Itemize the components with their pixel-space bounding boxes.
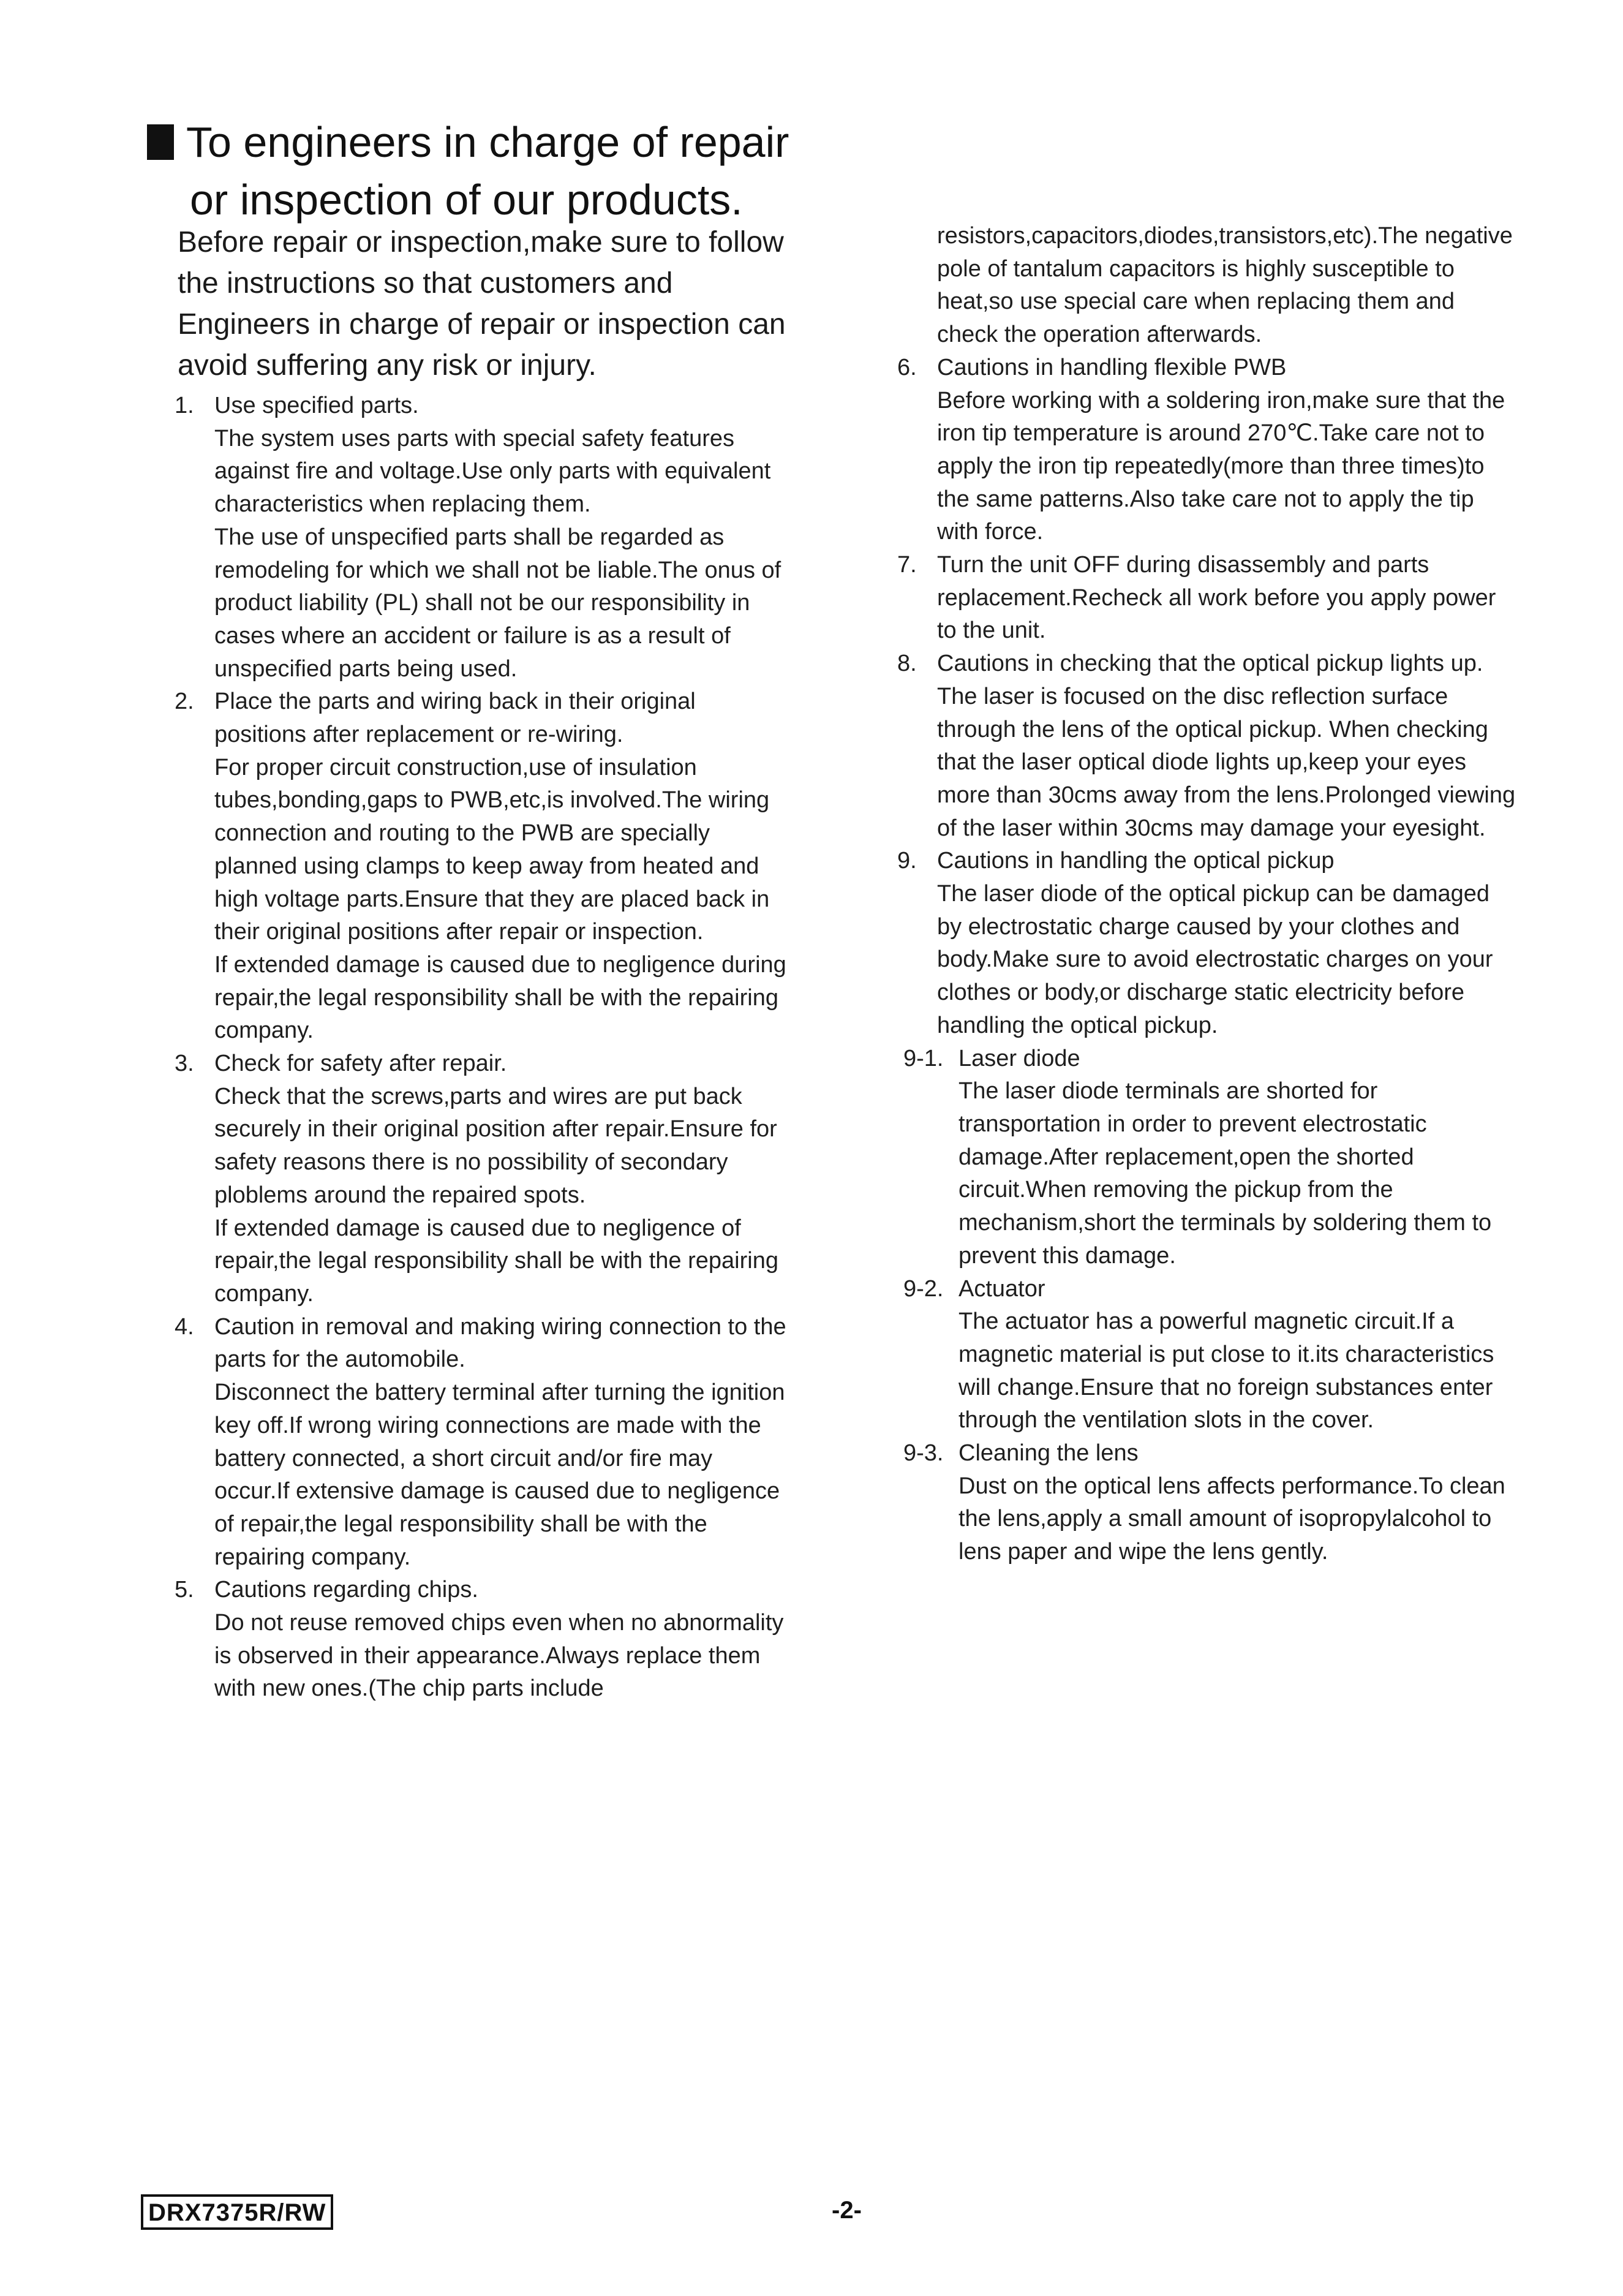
item-paragraph: resistors,capacitors,diodes,transistors,etc).The negative pole of tantalum capacitors is highly susceptible to heat,so use special care when replacing them and check the operation afterwards. <box>937 223 1513 348</box>
right-column <box>897 220 1516 1569</box>
item-number: 1. <box>175 393 194 418</box>
item-paragraph: Do not reuse removed chips even when no abnormality is observed in their appearance.Always replace them with new ones.(The chip parts include <box>214 1610 784 1702</box>
item-title: Check for safety after repair. <box>214 1051 507 1077</box>
item-title: Cautions in checking that the optical pickup lights up. <box>937 651 1483 677</box>
item-paragraph: The use of unspecified parts shall be regarded as remodeling for which we shall not be liable.The onus of product liability (PL) shall not be our responsibility in cases where an accident or failure is as a result of unspecified parts being used. <box>214 524 781 682</box>
list-item-2 <box>175 685 793 1048</box>
sub-item-number: 9-1. <box>903 1045 944 1071</box>
left-column <box>175 390 793 1705</box>
item-number: 2. <box>175 689 194 715</box>
sub-item-9-1 <box>897 1043 1516 1273</box>
list-item-3 <box>175 1048 793 1311</box>
item-title: Place the parts and wiring back in their original positions after replacement or re-wiring. <box>214 689 696 748</box>
item-title: Cautions in handling the optical pickup <box>937 848 1335 874</box>
list-item-9 <box>897 845 1516 1042</box>
sub-item-9-3 <box>897 1437 1516 1569</box>
item-paragraph: Before working with a soldering iron,make sure that the iron tip temperature is around 270℃.Take care not to apply the iron tip repeatedly(more than three times)to the same patterns.Also take care not to apply the tip with force. <box>937 387 1505 545</box>
item-paragraph: Disconnect the battery terminal after turning the ignition key off.If wrong wiring connections are made with the battery connected, a short circuit and/or fire may occur.If extensive damage is caused due to negligence of repair,the legal responsibility shall be with the repairing company. <box>214 1380 785 1570</box>
sub-item-title: Actuator <box>958 1275 1045 1302</box>
item-title: Cautions in handling flexible PWB <box>937 354 1287 380</box>
list-item-8 <box>897 648 1516 845</box>
item-number: 5. <box>175 1577 194 1603</box>
model-number-label: DRX7375R/RW <box>141 2194 333 2230</box>
item-number: 8. <box>897 651 917 677</box>
item-title: Use specified parts. <box>214 393 419 418</box>
sub-item-number: 9-3. <box>903 1440 944 1467</box>
list-item-6 <box>897 352 1516 549</box>
item-paragraph: The laser diode of the optical pickup can be damaged by electrostatic charge caused by your clothes and body.Make sure to avoid electrostatic charges on your clothes or body,or discharge static electricity before handling the optical pickup. <box>937 881 1493 1038</box>
list-item-1 <box>175 390 793 685</box>
item-paragraph: Check that the screws,parts and wires are put back securely in their original position after repair.Ensure for safety reasons there is no possibility of secondary ploblems around the repaired spots. <box>214 1083 777 1208</box>
sub-item-text: Dust on the optical lens affects performance.To clean the lens,apply a small amount of isopropylalcohol to lens paper and wipe the lens gently. <box>958 1473 1505 1565</box>
list-item-7 <box>897 549 1516 648</box>
list-item-4 <box>175 1311 793 1574</box>
item-number: 6. <box>897 354 917 380</box>
intro-paragraph: Before repair or inspection,make sure to follow the instructions so that customers and Engineers in charge of repair or inspection can avoid suffering any risk or injury. <box>178 226 786 382</box>
sub-item-text: The laser diode terminals are shorted for transportation in order to prevent electrostatic damage.After replacement,open the shorted circuit.When removing the pickup from the mechanism,short the terminals by soldering them to prevent this damage. <box>958 1078 1492 1269</box>
sub-item-number: 9-2. <box>903 1275 944 1302</box>
item-title: Cautions regarding chips. <box>214 1577 478 1603</box>
heading-line-1: To engineers in charge of repair <box>186 118 789 166</box>
item-paragraph: If extended damage is caused due to negligence during repair,the legal responsibility shall be with the repairing company. <box>214 951 786 1044</box>
item-paragraph: The laser is focused on the disc reflection surface through the lens of the optical pickup. When checking that the laser optical diode lights up,keep your eyes more than 30cms away from the lens.Prolonged viewing of the laser within 30cms may damage your eyesight. <box>937 683 1516 841</box>
item-number: 4. <box>175 1313 194 1340</box>
item-number: 9. <box>897 848 917 874</box>
sub-item-9-2 <box>897 1273 1516 1438</box>
list-item-5-continued <box>897 220 1516 352</box>
item-paragraph: The system uses parts with special safety features against fire and voltage.Use only parts with equivalent characteristics when replacing them. <box>214 425 771 518</box>
item-title: Caution in removal and making wiring connection to the parts for the automobile. <box>214 1313 786 1373</box>
item-number: 3. <box>175 1051 194 1077</box>
square-bullet-icon <box>147 124 174 160</box>
heading-line-2: or inspection of our products. <box>190 176 743 224</box>
item-title: Turn the unit OFF during disassembly and parts replacement.Recheck all work before you apply power to the unit. <box>937 552 1496 644</box>
item-number: 7. <box>897 552 917 578</box>
sub-item-title: Laser diode <box>958 1045 1080 1071</box>
sub-item-text: The actuator has a powerful magnetic circuit.If a magnetic material is put close to it.its characteristics will change.Ensure that no foreign substances enter through the ventilation slots in the cover. <box>958 1308 1494 1433</box>
list-item-5 <box>175 1574 793 1705</box>
item-paragraph: If extended damage is caused due to negligence of repair,the legal responsibility shall be with the repairing company. <box>214 1215 778 1307</box>
item-paragraph: For proper circuit construction,use of insulation tubes,bonding,gaps to PWB,etc,is involved.The wiring connection and routing to the PWB are specially planned using clamps to keep away from heated and high voltage parts.Ensure that they are placed back in their original positions after repair or inspection. <box>214 754 770 945</box>
page-number: -2- <box>832 2197 862 2224</box>
page-heading <box>147 113 833 228</box>
sub-item-title: Cleaning the lens <box>958 1440 1139 1467</box>
